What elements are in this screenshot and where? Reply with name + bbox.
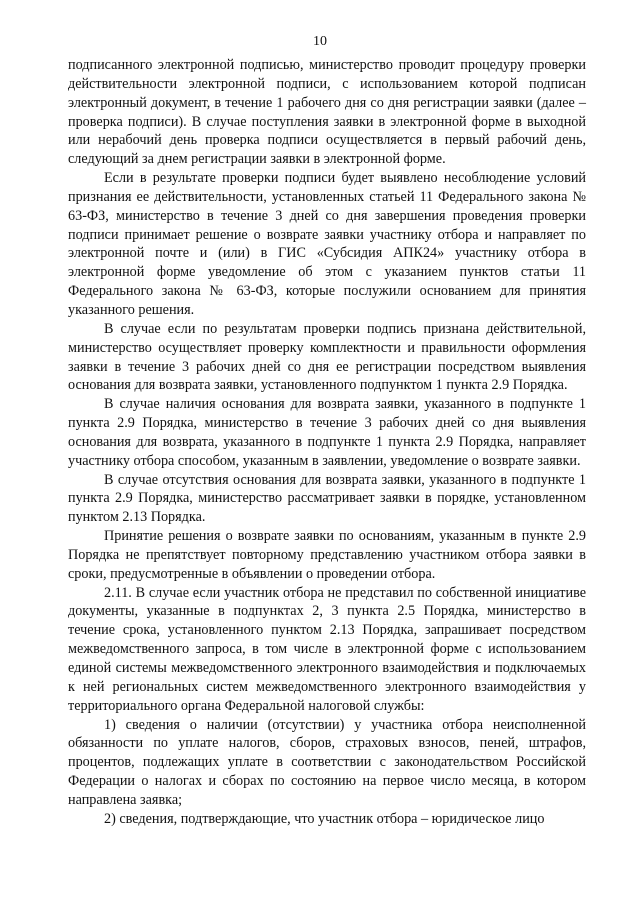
paragraph-2-11-interagency-request: 2.11. В случае если участник отбора не представил по собственной инициативе документы, указанные в подпунктах 2, 3 пункта 2.5 Порядка, министерство в течение срока, установленного пунктом 2.13 Порядка, запрашивает посредством межведомственного запроса, в том числе в электронной форме с использованием единой системы межведомственного электронного взаимодействия и подключаемых к ней региональных систем межведомственного электронного взаимодействия у территориального органа Федеральной налоговой службы: <box>68 584 586 714</box>
paragraph-resubmission: Принятие решения о возврате заявки по основаниям, указанным в пункте 2.9 Порядка не препятствует повторному представлению участником отбора заявки в сроки, предусмотренные в объявлении о проведении отбора. <box>68 528 586 582</box>
paragraph-item-2-legal-entity: 2) сведения, подтверждающие, что участник отбора – юридическое лицо <box>104 810 545 827</box>
page-number: 10 <box>313 34 327 49</box>
paragraph-return-grounds-absent: В случае отсутствия основания для возврата заявки, указанного в подпункте 1 пункта 2.9 Порядка, министерство рассматривает заявки в порядке, установленном пунктом 2.13 Порядка. <box>68 471 586 526</box>
document-body <box>68 56 586 829</box>
paragraph-return-grounds-present: В случае наличия основания для возврата заявки, указанного в подпункте 1 пункта 2.9 Порядка, министерство в течение 3 рабочих дней со дня выявления основания для возврата, указанного в подпункте 1 пункта 2.9 Порядка, направляет участнику отбора способом, указанным в заявлении, уведомление о возврате заявки. <box>68 396 586 469</box>
paragraph-item-1-tax-debt: 1) сведения о наличии (отсутствии) у участника отбора неисполненной обязанности по уплате налогов, сборов, страховых взносов, пеней, штрафов, процентов, подлежащих уплате в соответствии с законодательством Российской Федерации о налогах и сборах по состоянию на первое число месяца, в котором направлена заявка; <box>68 716 586 808</box>
paragraph-signature-check-continued: подписанного электронной подписью, министерство проводит процедуру проверки действительности электронной подписи, с использованием которой подписан электронный документ, в течение 1 рабочего дня со дня регистрации заявки (далее – проверка подписи). В случае поступления заявки в электронной форме в выходной или нерабочий день проверка подписи осуществляется в первый рабочий день, следующий за днем регистрации заявки в электронной форме. <box>68 57 586 168</box>
paragraph-signature-invalid: Если в результате проверки подписи будет выявлено несоблюдение условий признания ее действительности, установленных статьей 11 Федерального закона № 63-ФЗ, министерство в течение 3 дней со дня завершения проведения проверки подписи принимает решение о возврате заявки участнику отбора и направляет по электронной почте и (или) в ГИС «Субсидия АПК24» участнику отбора в электронной форме уведомление об этом с указанием пунктов статьи 11 Федерального закона № 63-ФЗ, которые послужили основанием для принятия указанного решения. <box>68 170 586 318</box>
paragraph-signature-valid: В случае если по результатам проверки подпись признана действительной, министерство осуществляет проверку комплектности и правильности оформления заявки в течение 3 рабочих дней со дня ее регистрации посредством выявления основания для возврата заявки, установленного подпунктом 1 пункта 2.9 Порядка. <box>68 320 586 394</box>
